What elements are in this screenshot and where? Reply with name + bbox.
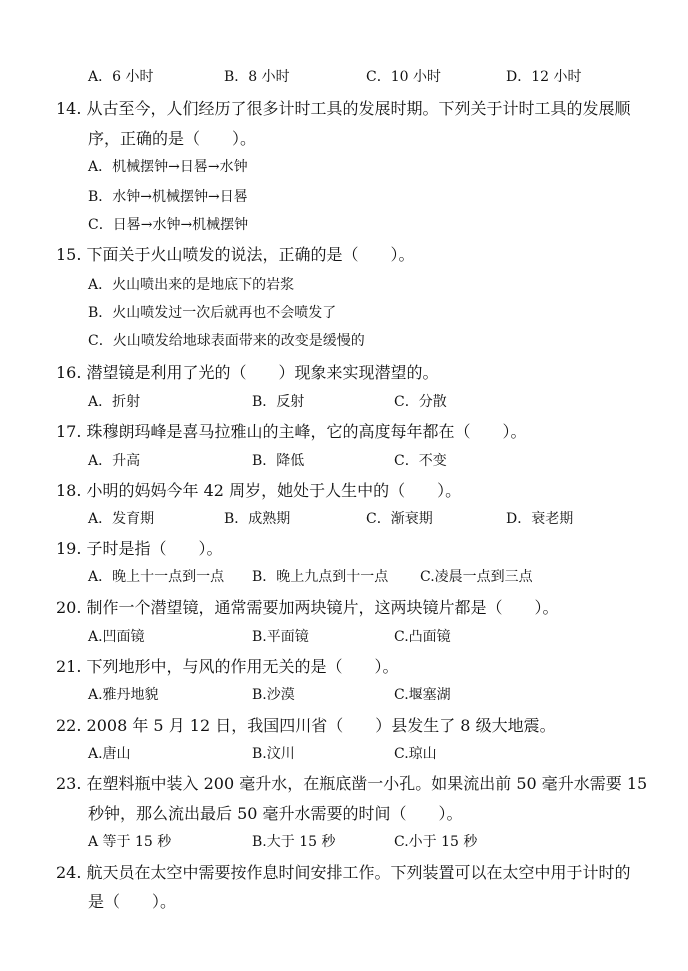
q14-option-a: A．机械摆钟→日晷→水钟 — [88, 159, 248, 175]
q18-option-d: D．衰老期 — [506, 511, 574, 527]
q19-stem: 19. 子时是指（ ）。 — [56, 539, 223, 558]
q18-option-c: C．渐衰期 — [366, 511, 433, 527]
q21-option-c: C.堰塞湖 — [394, 687, 451, 703]
q14-stem: 14. 从古至今，人们经历了很多计时工具的发展时期。下列关于计时工具的发展顺 — [56, 99, 631, 118]
q23-option-b: B.大于 15 秒 — [252, 834, 336, 850]
q13-option-a: A．6 小时 — [88, 69, 154, 85]
q19-option-a: A．晚上十一点到一点 — [88, 569, 225, 585]
q23-stem: 23. 在塑料瓶中装入 200 毫升水，在瓶底凿一小孔。如果流出前 50 毫升水需要 15 — [56, 774, 648, 793]
q22-stem: 22. 2008 年 5 月 12 日，我国四川省（ ）县发生了 8 级大地震。 — [56, 716, 556, 735]
q18-stem: 18. 小明的妈妈今年 42 周岁，她处于人生中的（ ）。 — [56, 481, 462, 500]
q24-stem: 24. 航天员在太空中需要按作息时间安排工作。下列装置可以在太空中用于计时的 — [56, 863, 631, 882]
q16-option-b: B．反射 — [252, 394, 305, 410]
q17-option-b: B．降低 — [252, 453, 305, 469]
q23-stem-cont: 秒钟，那么流出最后 50 毫升水需要的时间（ ）。 — [88, 804, 463, 823]
q22-option-b: B.汶川 — [252, 746, 295, 762]
q19-option-b: B．晚上九点到十一点 — [252, 569, 389, 585]
q20-option-b: B.平面镜 — [252, 629, 309, 645]
q14-stem-cont: 序，正确的是（ ）。 — [88, 129, 257, 148]
q19-option-c: C.凌晨一点到三点 — [420, 569, 533, 585]
q22-option-a: A.唐山 — [88, 746, 131, 762]
q17-option-c: C．不变 — [394, 453, 447, 469]
q22-option-c: C.琼山 — [394, 746, 437, 762]
q13-option-c: C．10 小时 — [366, 69, 441, 85]
q20-option-c: C.凸面镜 — [394, 629, 451, 645]
q14-option-b: B．水钟→机械摆钟→日晷 — [88, 189, 248, 205]
q24-stem-cont: 是（ ）。 — [88, 892, 177, 911]
q15-option-b: B．火山喷发过一次后就再也不会喷发了 — [88, 305, 337, 321]
q21-option-b: B.沙漠 — [252, 687, 295, 703]
q17-option-a: A．升高 — [88, 453, 141, 469]
q23-option-c: C.小于 15 秒 — [394, 834, 478, 850]
q23-option-a: A 等于 15 秒 — [88, 834, 172, 850]
q13-option-b: B．8 小时 — [224, 69, 290, 85]
q20-stem: 20. 制作一个潜望镜，通常需要加两块镜片，这两块镜片都是（ ）。 — [56, 598, 559, 617]
q18-option-b: B．成熟期 — [224, 511, 291, 527]
q16-stem: 16. 潜望镜是利用了光的（ ）现象来实现潜望的。 — [56, 363, 439, 382]
q16-option-c: C．分散 — [394, 394, 447, 410]
q20-option-a: A.凹面镜 — [88, 629, 145, 645]
q14-option-c: C．日晷→水钟→机械摆钟 — [88, 217, 249, 233]
q17-stem: 17. 珠穆朗玛峰是喜马拉雅山的主峰，它的高度每年都在（ ）。 — [56, 422, 527, 441]
q21-stem: 21. 下列地形中，与风的作用无关的是（ ）。 — [56, 657, 399, 676]
q21-option-a: A.雅丹地貌 — [88, 687, 159, 703]
q18-option-a: A．发育期 — [88, 511, 155, 527]
q15-option-c: C．火山喷发给地球表面带来的改变是缓慢的 — [88, 333, 365, 349]
q15-option-a: A．火山喷出来的是地底下的岩浆 — [88, 277, 295, 293]
q16-option-a: A．折射 — [88, 394, 141, 410]
q15-stem: 15. 下面关于火山喷发的说法，正确的是（ ）。 — [56, 245, 415, 264]
q13-option-d: D．12 小时 — [506, 69, 582, 85]
